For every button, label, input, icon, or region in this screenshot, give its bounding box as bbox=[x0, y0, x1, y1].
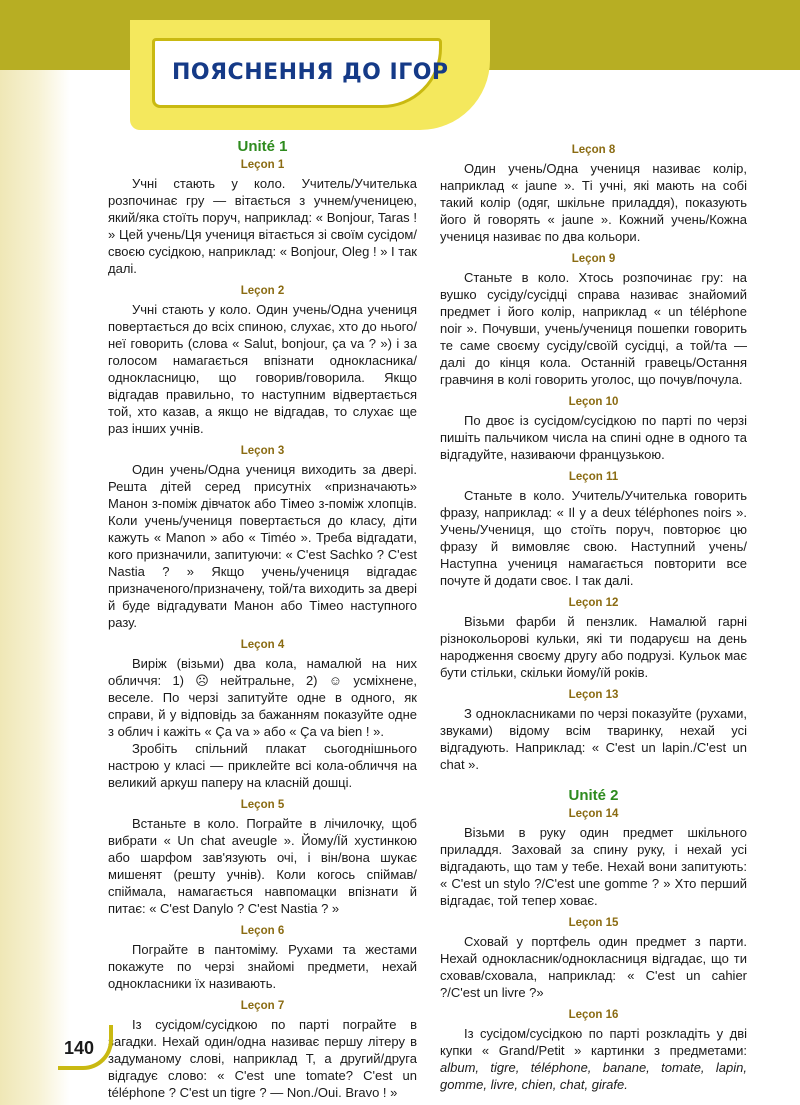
unit-heading: Unité 1 bbox=[237, 138, 288, 155]
lesson-heading: Leçon 7 bbox=[240, 1000, 285, 1012]
lesson-heading: Leçon 13 bbox=[568, 689, 619, 701]
lesson-paragraph: Пограйте в пантоміму. Рухами та жестами покажуте по черзі знайомі предмети, нехай однокласники їх називають. bbox=[108, 942, 417, 991]
lesson-paragraph bbox=[440, 1025, 747, 1093]
unit-heading: Unité 2 bbox=[568, 787, 619, 804]
lesson-paragraph: Сховай у портфель один предмет з парти. Нехай однокласник/однокласниця відгадає, що ти сховав/сховала, наприклад: « C'est un cahier ?/C'est un livre ?» bbox=[440, 934, 747, 1000]
lesson-heading: Leçon 16 bbox=[568, 1009, 619, 1021]
right-column bbox=[440, 136, 747, 1093]
lesson-heading: Leçon 1 bbox=[240, 159, 285, 171]
lesson-heading: Leçon 4 bbox=[240, 639, 285, 651]
page-title: ПОЯСНЕННЯ ДО ІГОР bbox=[172, 60, 449, 85]
page-number: 140 bbox=[64, 1038, 95, 1058]
italic-word-list: album, tigre, téléphone, banane, tomate, lapin, gomme, livre, chien, chat, girafe. bbox=[440, 1060, 747, 1092]
lesson-paragraph: З однокласниками по черзі показуйте (рухами, звуками) відому всім тваринку, нехай усі відгадують. Наприклад: « C'est un lapin./C'est un chat ». bbox=[440, 706, 747, 772]
lesson-paragraph: Візьми в руку один предмет шкільного приладдя. Заховай за спину руку, і нехай усі відгадають, що там у тебе. Нехай вони запитують: « C'est un stylo ?/C'est une gomme ? » Хто перший відгадає, той тепер ховає. bbox=[440, 825, 747, 908]
left-column bbox=[108, 138, 417, 1101]
lesson-heading: Leçon 11 bbox=[568, 471, 619, 483]
lesson-paragraph: Виріж (візьми) два кола, намалюй на них обличчя: 1) ☹ нейтральне, 2) ☺ усміхнене, веселе. По черзі запитуйте одне в одного, як справи, й у відповідь за бажанням показуйте одне з облич і кажіть « Ça va » або « Ça va bien ! ». bbox=[108, 656, 417, 739]
lesson-heading: Leçon 12 bbox=[568, 597, 619, 609]
paragraph-text: Із сусідом/сусідкою по парті розкладіть у дві купки « Grand/Petit » картинки з предметами: bbox=[440, 1026, 747, 1058]
lesson-paragraph: Встаньте в коло. Пограйте в лічилочку, щоб вибрати « Un chat aveugle ». Йому/Їй хустинкою або шарфом зав'язують очі, і він/вона шукає мишенят (решту учнів). Коли когось спіймав/спіймала, намагається навпомацки впізнати й питає: « C'est Danylo ? C'est Nastia ? » bbox=[108, 816, 417, 916]
lesson-paragraph: Зробіть спільний плакат сьогоднішнього настрою у класі — приклейте всі кола-обличчя на великий аркуш паперу на класній дошці. bbox=[108, 741, 417, 790]
lesson-heading: Leçon 9 bbox=[571, 253, 616, 265]
lesson-paragraph: Один учень/Одна учениця називає колір, наприклад « jaune ». Ті учні, які мають на собі такий колір (одяг, шкільне приладдя), показують його й говорять « jaune ». Кожний учень/Кожна учениця називає по два кольори. bbox=[440, 161, 747, 244]
lesson-heading: Leçon 2 bbox=[240, 285, 285, 297]
page-margin-gradient bbox=[0, 0, 70, 1105]
lesson-heading: Leçon 10 bbox=[568, 396, 619, 408]
lesson-paragraph: Учні стають у коло. Учитель/Учителька розпочинає гру — вітається з учнем/ученицею, який/яка стоїть поруч, наприклад: « Bonjour, Taras ! » Цей учень/Ця учениця вітається зі своїм сусідом/своєю сусідкою, наприклад: « Bonjour, Oleg ! » І так далі. bbox=[108, 176, 417, 276]
lesson-heading: Leçon 3 bbox=[240, 445, 285, 457]
lesson-paragraph: Учні стають у коло. Один учень/Одна учениця повертається до всіх спиною, слухає, хто до нього/неї говорить (слова « Salut, bonjour, ça va ? ») і за голосом намагається впізнати однокласника/однокласницю, що говорив/говорила. Якщо відгадав правильно, то наступним відвертається той, хто казав, а якщо не відгадав, то слухає ще раз інших учнів. bbox=[108, 302, 417, 436]
lesson-paragraph: По двоє із сусідом/сусідкою по парті по черзі пишіть пальчиком числа на спині одне в одного та відгадуйте, називаючи французькою. bbox=[440, 413, 747, 462]
lesson-paragraph: Із сусідом/сусідкою по парті пограйте в загадки. Нехай один/одна називає першу літеру в задуманому слові, наприклад T, а другий/друга відгадує слово: « C'est une tomate? C'est un téléphone ? C'est un tigre ? — Non./Oui. Bravo ! » bbox=[108, 1017, 417, 1100]
lesson-heading: Leçon 5 bbox=[240, 799, 285, 811]
lesson-paragraph: Станьте в коло. Хтось розпочинає гру: на вушко сусіду/сусідці справа називає знайомий предмет і його колір, наприклад « un téléphone noir ». Почувши, учень/учениця пошепки говорить те саме своєму сусіду/своїй сусідці, а той/та — далі до кінця кола. Останній гравець/Остання гравчиня в колі говорить уголос, що почув/почула. bbox=[440, 270, 747, 387]
lesson-heading: Leçon 15 bbox=[568, 917, 619, 929]
lesson-heading: Leçon 8 bbox=[571, 144, 616, 156]
lesson-heading: Leçon 14 bbox=[568, 808, 619, 820]
lesson-heading: Leçon 6 bbox=[240, 925, 285, 937]
lesson-paragraph: Один учень/Одна учениця виходить за двері. Решта дітей серед присутніх «призначають» Манон з-поміж дівчаток або Тімео з-поміж хлопців. Коли учень/учениця повертається до класу, діти кажуть « Manon » або « Timéo ». Треба відгадати, кого призначили, запитуючи: « C'est Sachko ? C'est Nastia ? » Якщо учень/учениця відгадає призначеного/призначену, той/та виходить за двері й буде відгадувати Манон або Тімео наступного разу. bbox=[108, 462, 417, 630]
lesson-paragraph: Візьми фарби й пензлик. Намалюй гарні різнокольорові кульки, які ти подаруєш на день народження своєму другу або подрузі. Кульок має бути стільки, скільки йому/їй років. bbox=[440, 614, 747, 680]
lesson-paragraph: Станьте в коло. Учитель/Учителька говорить фразу, наприклад: « Il y a deux téléphones noirs ». Учень/Учениця, що стоїть поруч, повторює цю фразу й вимовляє свою. Наступний учень/Наступна учениця намагається повторити все почуте й додати своє. І так далі. bbox=[440, 488, 747, 588]
